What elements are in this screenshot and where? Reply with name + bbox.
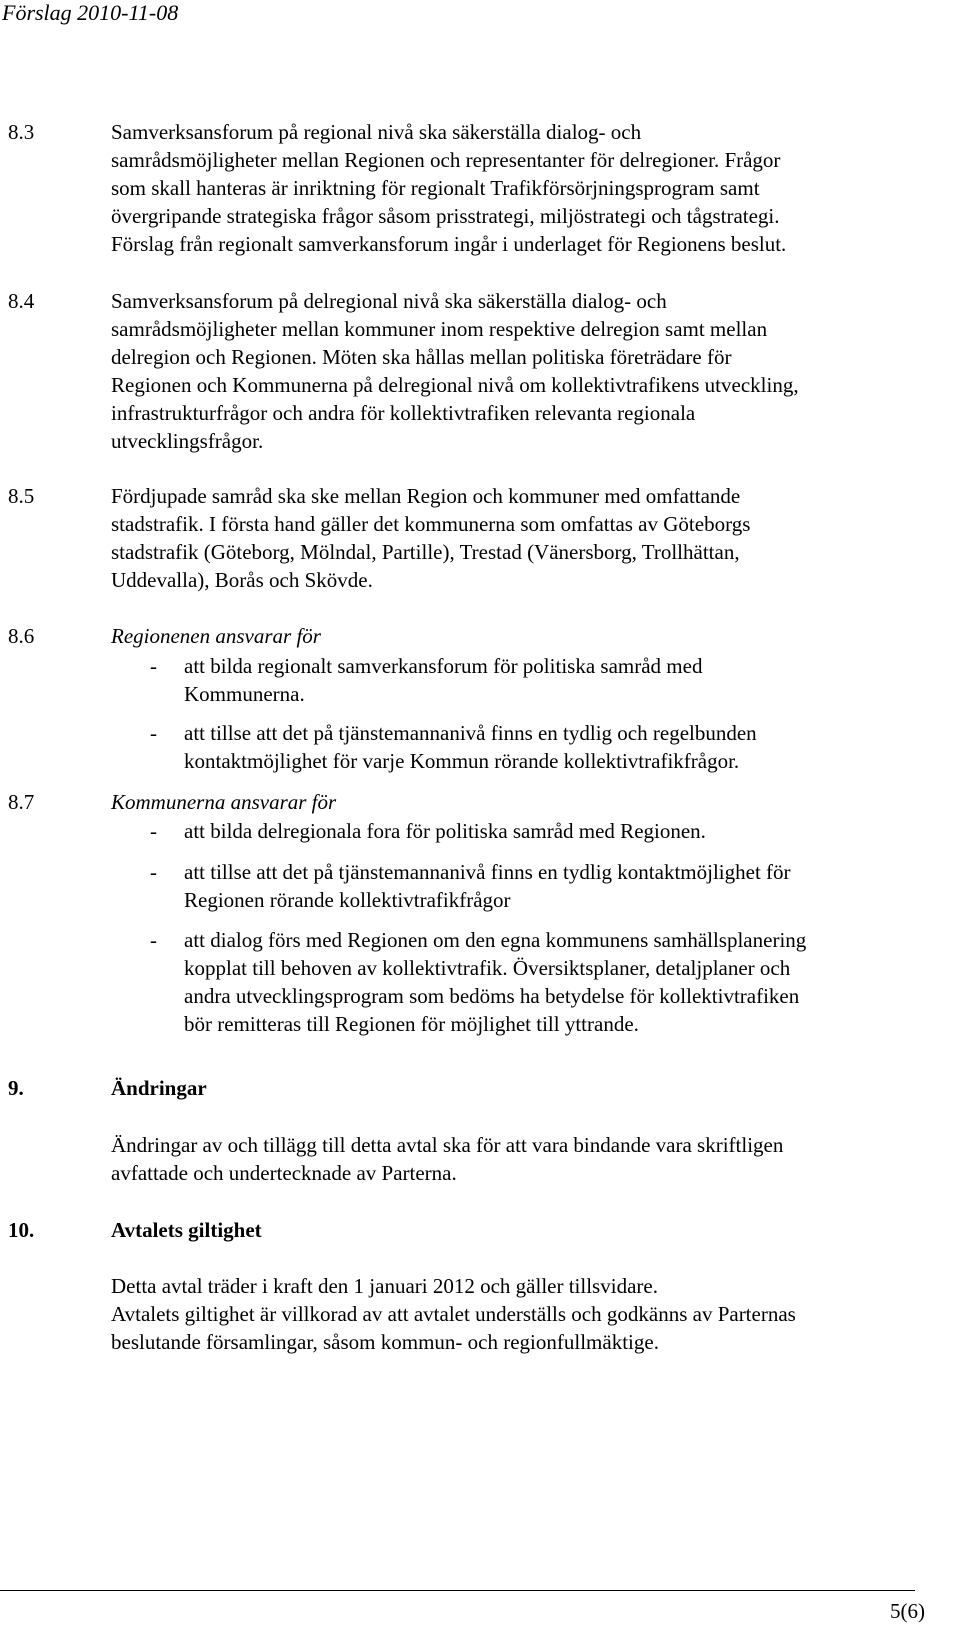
chapter-9-text <box>111 1131 951 1187</box>
list-dash: - <box>150 928 157 952</box>
list-item <box>184 926 944 1038</box>
footer-rule <box>0 1590 915 1591</box>
section-number-8-3: 8.3 <box>8 120 35 144</box>
chapter-9-number: 9. <box>8 1076 24 1100</box>
text-line: Samverksansforum på regional nivå ska säkerställa dialog- och <box>111 120 642 144</box>
section-8-6-heading: Regionenen ansvarar för <box>111 624 321 648</box>
section-number-8-7: 8.7 <box>8 790 35 814</box>
list-item <box>184 652 944 708</box>
text-line: Detta avtal träder i kraft den 1 januari 2012 och gäller tillsvidare. <box>111 1274 658 1298</box>
list-item <box>184 719 944 775</box>
page-number: 5(6) <box>890 1599 925 1623</box>
text-line: Ändringar av och tillägg till detta avtal ska för att vara bindande vara skriftligen <box>111 1133 784 1157</box>
text-line: att tillse att det på tjänstemannanivå finns en tydlig kontaktmöjlighet för <box>184 860 791 884</box>
text-line: infrastrukturfrågor och andra för kollektivtrafiken relevanta regionala <box>111 401 696 425</box>
list-item <box>184 858 944 914</box>
chapter-10-text <box>111 1272 951 1356</box>
text-line: att dialog förs med Regionen om den egna kommunens samhällsplanering <box>184 928 807 952</box>
list-dash: - <box>150 860 157 884</box>
text-line: kontaktmöjlighet för varje Kommun rörande kollektivtrafikfrågor. <box>184 749 740 773</box>
text-line: Fördjupade samråd ska ske mellan Region och kommuner med omfattande <box>111 484 741 508</box>
text-line: Uddevalla), Borås och Skövde. <box>111 568 373 592</box>
section-number-8-5: 8.5 <box>8 484 35 508</box>
text-line: att bilda delregionala fora för politiska samråd med Regionen. <box>184 819 706 843</box>
text-line: beslutande församlingar, såsom kommun- och regionfullmäktige. <box>111 1330 659 1354</box>
text-line: avfattade och undertecknade av Parterna. <box>111 1161 457 1185</box>
chapter-9-title: Ändringar <box>111 1076 207 1100</box>
list-item <box>184 817 944 845</box>
text-line: stadstrafik (Göteborg, Mölndal, Partille), Trestad (Vänersborg, Trollhättan, <box>111 540 740 564</box>
text-line: Regionen rörande kollektivtrafikfrågor <box>184 888 511 912</box>
text-line: andra utvecklingsprogram som bedöms ha betydelse för kollektivtrafiken <box>184 984 800 1008</box>
text-line: Regionen och Kommunerna på delregional nivå om kollektivtrafikens utveckling, <box>111 373 799 397</box>
text-line: att bilda regionalt samverkansforum för politiska samråd med <box>184 654 703 678</box>
text-line: samrådsmöjligheter mellan Regionen och representanter för delregioner. Frågor <box>111 148 781 172</box>
text-line: att tillse att det på tjänstemannanivå finns en tydlig och regelbunden <box>184 721 757 745</box>
text-line: Förslag från regionalt samverkansforum ingår i underlaget för Regionens beslut. <box>111 232 787 256</box>
text-line: bör remitteras till Regionen för möjlighet till yttrande. <box>184 1012 639 1036</box>
section-number-8-6: 8.6 <box>8 624 35 648</box>
chapter-10-title: Avtalets giltighet <box>111 1218 262 1242</box>
list-dash: - <box>150 721 157 745</box>
document-header-date: Förslag 2010-11-08 <box>2 0 179 25</box>
text-line: övergripande strategiska frågor såsom prisstrategi, miljöstrategi och tågstrategi. <box>111 204 780 228</box>
text-line: som skall hanteras är inriktning för regionalt Trafikförsörjningsprogram samt <box>111 176 760 200</box>
text-line: Kommunerna. <box>184 682 305 706</box>
section-8-7-heading: Kommunerna ansvarar för <box>111 790 337 814</box>
text-line: Samverksansforum på delregional nivå ska säkerställa dialog- och <box>111 289 667 313</box>
list-dash: - <box>150 819 157 843</box>
text-line: kopplat till behoven av kollektivtrafik. Översiktsplaner, detaljplaner och <box>184 956 791 980</box>
section-8-5-text <box>111 482 951 594</box>
section-8-4-text <box>111 287 951 455</box>
section-8-3-text <box>111 118 951 258</box>
section-number-8-4: 8.4 <box>8 289 35 313</box>
list-dash: - <box>150 654 157 678</box>
text-line: samrådsmöjligheter mellan kommuner inom respektive delregion samt mellan <box>111 317 768 341</box>
text-line: Avtalets giltighet är villkorad av att avtalet underställs och godkänns av Parternas <box>111 1302 796 1326</box>
text-line: utvecklingsfrågor. <box>111 429 264 453</box>
text-line: delregion och Regionen. Möten ska hållas mellan politiska företrädare för <box>111 345 732 369</box>
chapter-10-number: 10. <box>8 1218 35 1242</box>
text-line: stadstrafik. I första hand gäller det kommunerna som omfattas av Göteborgs <box>111 512 751 536</box>
